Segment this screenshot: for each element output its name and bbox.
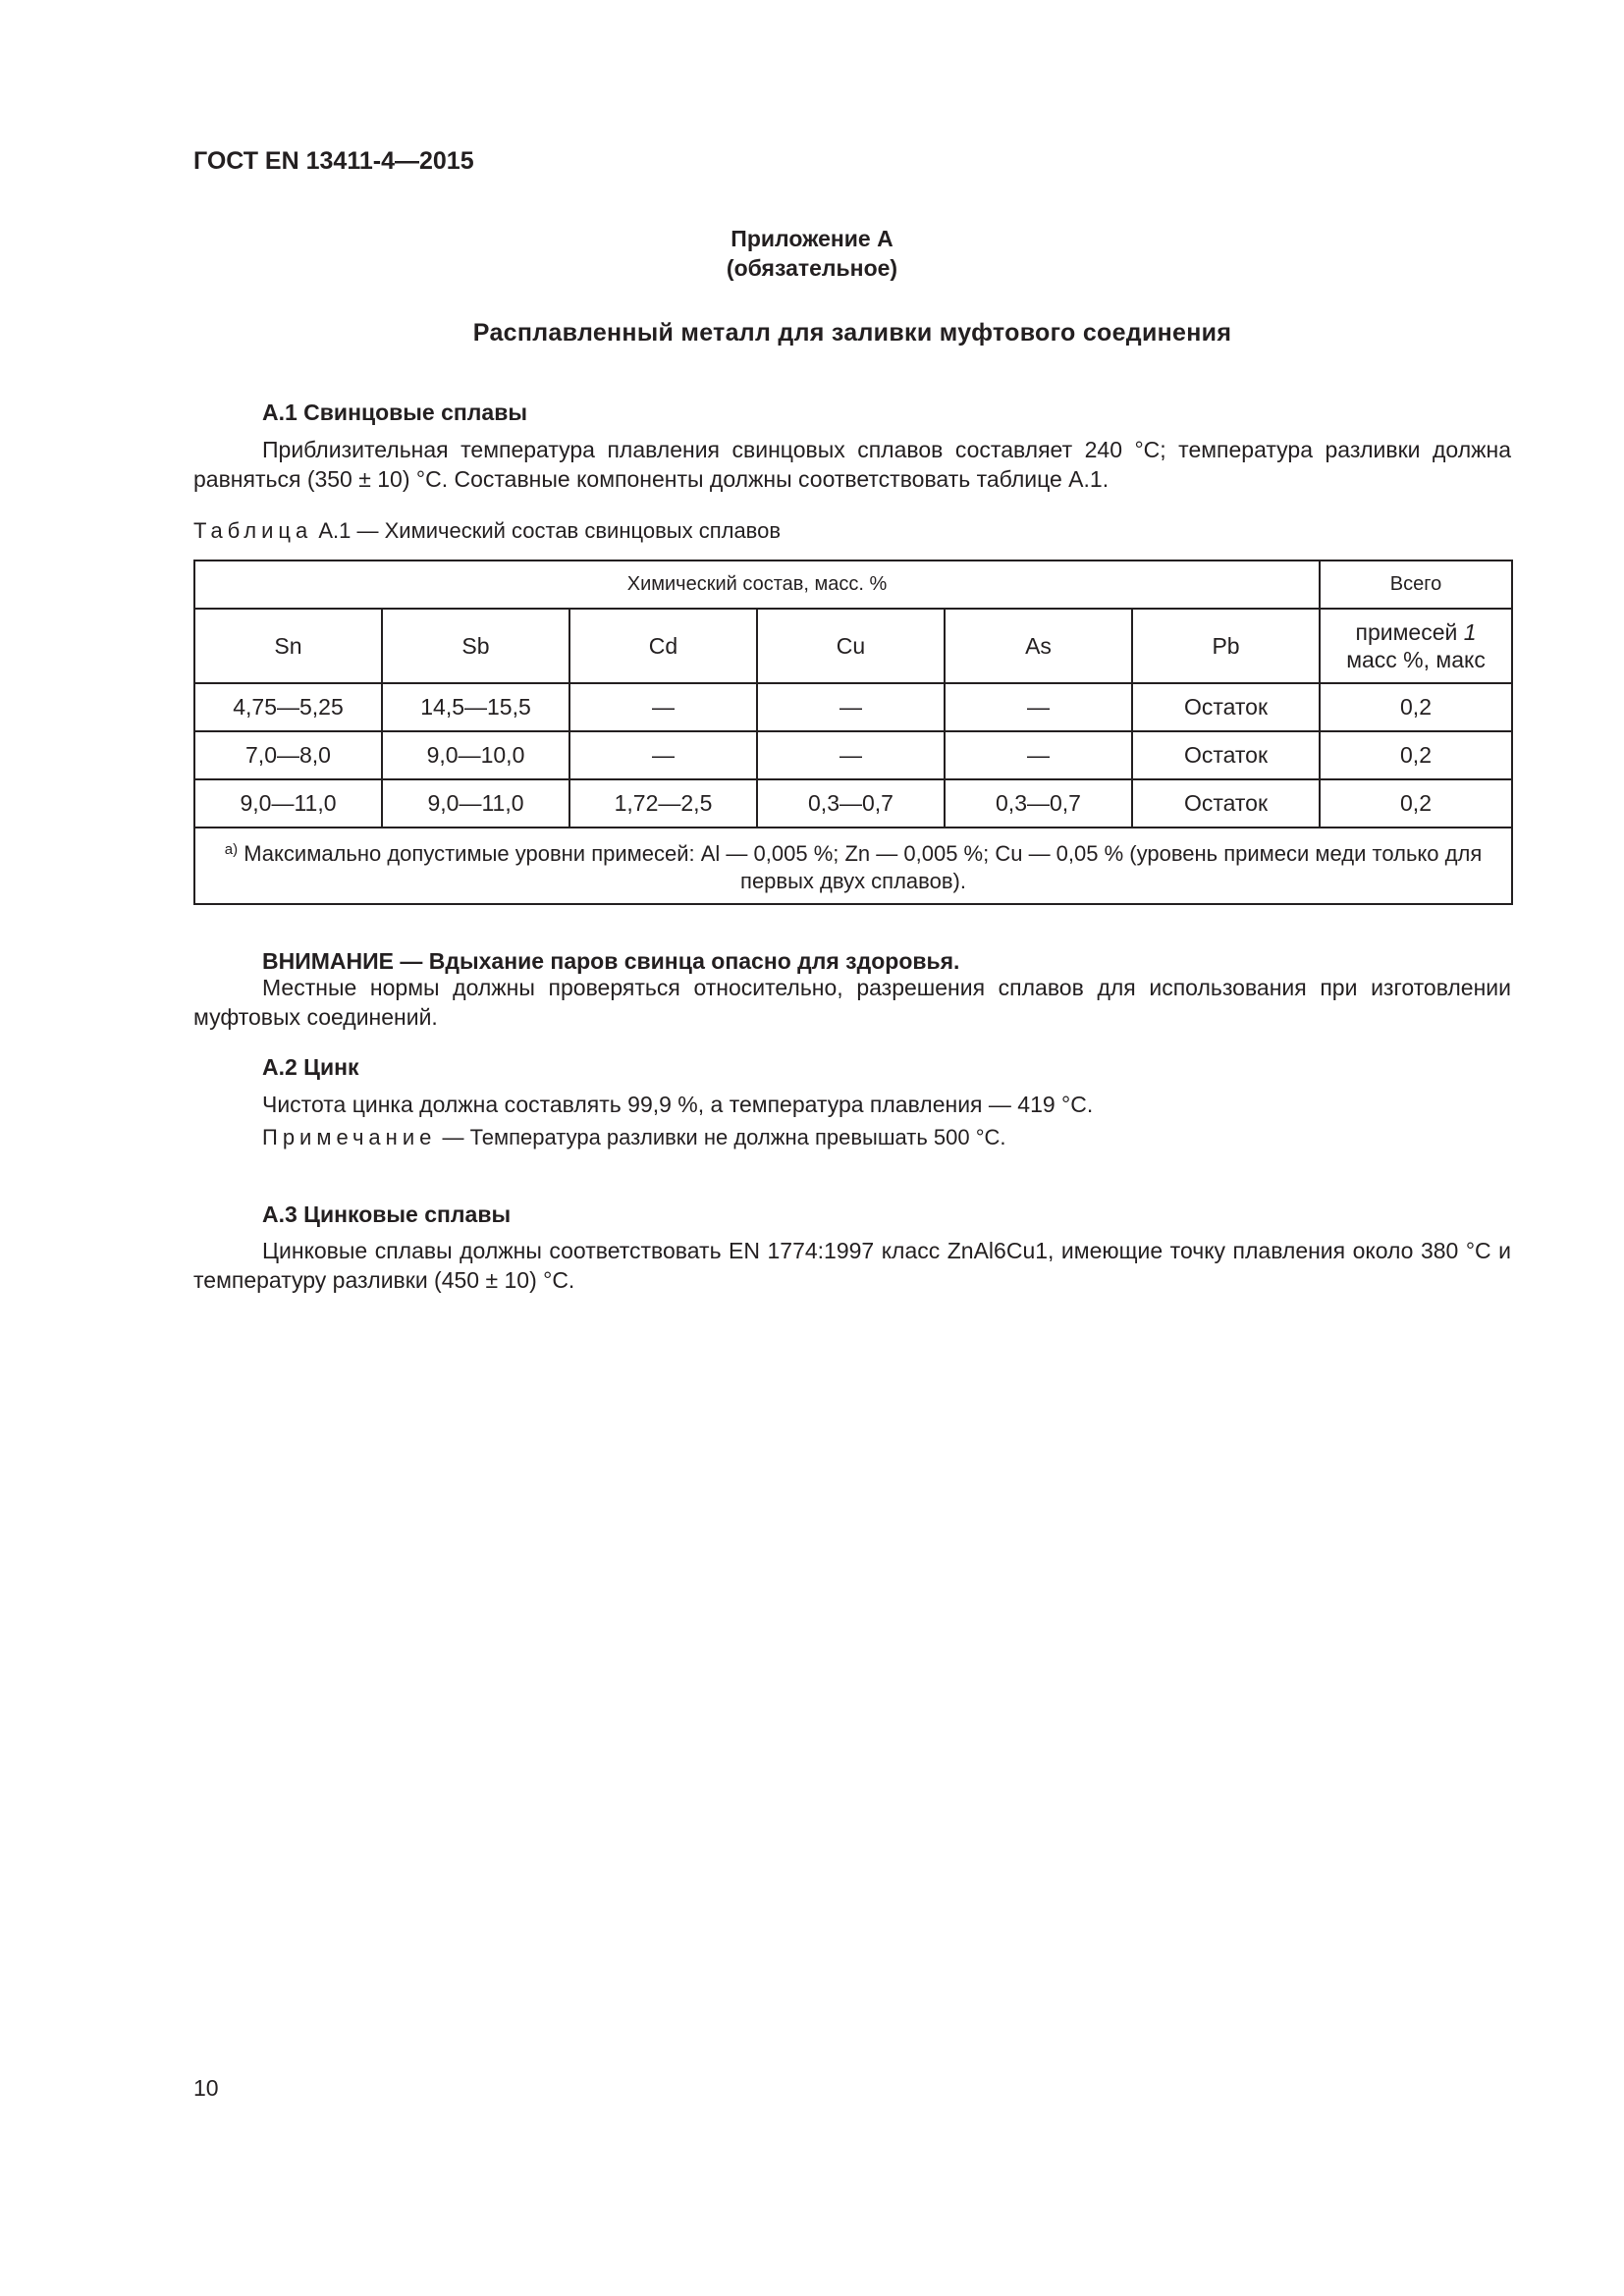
annex-status: (обязательное) bbox=[726, 255, 898, 281]
table-cell: 1,72—2,5 bbox=[569, 779, 757, 828]
table-caption bbox=[193, 518, 781, 544]
column-header: Pb bbox=[1132, 609, 1320, 683]
warning-heading: ВНИМАНИЕ — Вдыхание паров свинца опасно для здоровья. bbox=[262, 948, 960, 974]
column-header: Cu bbox=[757, 609, 945, 683]
group-header-cell: Химический состав, масс. % bbox=[194, 561, 1320, 609]
section-a3-heading: А.3 Цинковые сплавы bbox=[262, 1201, 512, 1227]
section-a2-heading: А.2 Цинк bbox=[262, 1054, 359, 1080]
table-cell: 0,3—0,7 bbox=[945, 779, 1132, 828]
table-cell: — bbox=[945, 731, 1132, 779]
section-a1-heading: А.1 Свинцовые сплавы bbox=[262, 400, 527, 425]
section-a2-note bbox=[262, 1125, 1006, 1150]
impurity-header-cell bbox=[1320, 609, 1512, 683]
table-cell: 9,0—11,0 bbox=[382, 779, 569, 828]
table-cell: 9,0—11,0 bbox=[194, 779, 382, 828]
note-label: Примечание bbox=[262, 1125, 437, 1149]
table-caption-text: А.1 — Химический состав свинцовых сплавов bbox=[312, 518, 782, 543]
table-cell: 4,75—5,25 bbox=[194, 683, 382, 731]
table-columns-row bbox=[194, 609, 1512, 683]
column-header: Sn bbox=[194, 609, 382, 683]
note-text: — Температура разливки не должна превышать 500 °С. bbox=[436, 1125, 1006, 1149]
table-caption-label: Таблица bbox=[193, 518, 313, 543]
table-cell: 14,5—15,5 bbox=[382, 683, 569, 731]
column-header: As bbox=[945, 609, 1132, 683]
table-row bbox=[194, 779, 1512, 828]
footnote-mark: а) bbox=[224, 841, 239, 858]
table-cell: 7,0—8,0 bbox=[194, 731, 382, 779]
section-a3-paragraph: Цинковые сплавы должны соответствовать EN 1774:1997 класс ZnAl6Cu1, имеющие точку плавления около 380 °С и температуру разливки (450 ± 10) °С. bbox=[193, 1238, 1511, 1293]
table-cell: 0,2 bbox=[1320, 683, 1512, 731]
annex-title: Приложение А bbox=[731, 226, 893, 251]
total-header-cell: Всего bbox=[1320, 561, 1512, 609]
table-cell: 0,2 bbox=[1320, 779, 1512, 828]
column-header: Cd bbox=[569, 609, 757, 683]
table-cell: 0,3—0,7 bbox=[757, 779, 945, 828]
table-footnote bbox=[194, 828, 1512, 904]
table-cell: Остаток bbox=[1132, 779, 1320, 828]
table-cell: — bbox=[569, 683, 757, 731]
table-cell: — bbox=[945, 683, 1132, 731]
warning-paragraph: Местные нормы должны проверяться относительно, разрешения сплавов для использования при изготовлении муфтовых соединений. bbox=[193, 975, 1511, 1030]
chemical-composition-table bbox=[193, 560, 1513, 905]
impurity-header-line2: масс %, макс bbox=[1346, 647, 1486, 672]
table-cell: 0,2 bbox=[1320, 731, 1512, 779]
table-cell: Остаток bbox=[1132, 731, 1320, 779]
table-row bbox=[194, 731, 1512, 779]
annex-heading: Расплавленный металл для заливки муфтового соединения bbox=[472, 319, 1232, 347]
table-row bbox=[194, 683, 1512, 731]
section-a1-paragraph: Приблизительная температура плавления свинцовых сплавов составляет 240 °С; температура разливки должна равняться (350 ± 10) °С. Составные компоненты должны соответствовать таблице А.1. bbox=[193, 437, 1511, 492]
table-header-row bbox=[194, 561, 1512, 609]
impurity-header-line1: примесей bbox=[1355, 619, 1464, 645]
table-cell: — bbox=[757, 731, 945, 779]
table-cell: 9,0—10,0 bbox=[382, 731, 569, 779]
impurity-footnote-ref: 1 bbox=[1463, 619, 1477, 645]
table-cell: Остаток bbox=[1132, 683, 1320, 731]
column-header: Sb bbox=[382, 609, 569, 683]
table-cell: — bbox=[569, 731, 757, 779]
page-number: 10 bbox=[193, 2075, 219, 2101]
table-footnote-row bbox=[194, 828, 1512, 904]
footnote-text: Максимально допустимые уровни примесей: Al — 0,005 %; Zn — 0,005 %; Cu — 0,05 % (уровень примеси меди только для первых двух сплавов). bbox=[238, 841, 1483, 893]
table-cell: — bbox=[757, 683, 945, 731]
document-code: ГОСТ EN 13411-4—2015 bbox=[193, 147, 474, 175]
section-a2-paragraph: Чистота цинка должна составлять 99,9 %, а температура плавления — 419 °С. bbox=[262, 1092, 1094, 1117]
